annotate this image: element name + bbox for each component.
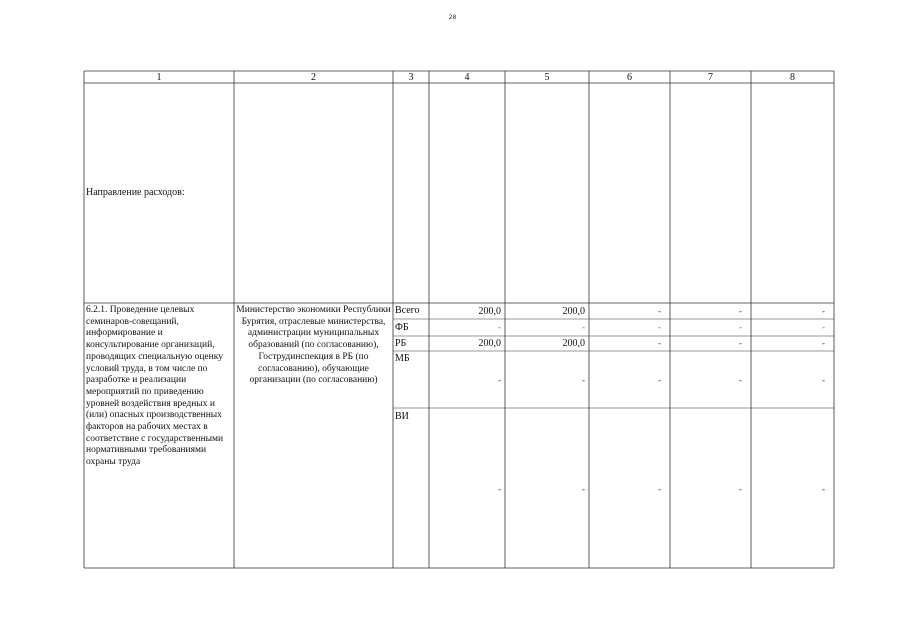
- column-header-1: 1: [156, 72, 162, 83]
- item-description: 6.2.1. Проведение целевых семинаров-совещаний, информирование и консультирование организаций, проводящих специальную оценку условий труда, в том числе по разработке и реализации мероприятий по приведению уровней воздействия вредных и (или) опасных производственных факторов на рабочих местах в соответствие с государственными нормативными требованиями охраны труда: [86, 305, 224, 468]
- mb-col4: -: [498, 375, 501, 385]
- vi-col4: -: [498, 484, 501, 494]
- column-header-8: 8: [790, 72, 795, 83]
- vi-col6: -: [658, 484, 661, 494]
- total-col4: 200,0: [478, 306, 501, 317]
- column-header-5: 5: [544, 72, 550, 83]
- rb-col7: -: [739, 338, 742, 348]
- mb-col5: -: [582, 375, 585, 385]
- source-rb: РБ: [395, 338, 407, 349]
- rb-col8: -: [822, 338, 825, 348]
- rb-col5: 200,0: [562, 338, 585, 349]
- rb-col6: -: [658, 338, 661, 348]
- fb-col4: -: [498, 322, 501, 332]
- fb-col6: -: [658, 322, 661, 332]
- fb-col5: -: [582, 322, 585, 332]
- column-header-4: 4: [464, 72, 470, 83]
- rb-col4: 200,0: [478, 338, 501, 349]
- column-header-2: 2: [311, 72, 316, 83]
- page-number: 28: [448, 14, 457, 21]
- fb-col7: -: [739, 322, 742, 332]
- column-header-7: 7: [708, 72, 713, 83]
- fb-col8: -: [822, 322, 825, 332]
- source-fb: ФБ: [395, 322, 409, 333]
- mb-col6: -: [658, 375, 661, 385]
- section-label: Направление расходов:: [86, 187, 185, 198]
- column-header-6: 6: [627, 72, 632, 83]
- mb-col7: -: [739, 375, 742, 385]
- source-vi: ВИ: [395, 411, 409, 422]
- vi-col8: -: [822, 484, 825, 494]
- column-header-3: 3: [408, 72, 414, 83]
- total-col8: -: [822, 306, 825, 316]
- source-mb: МБ: [395, 353, 410, 364]
- total-col6: -: [658, 306, 661, 316]
- mb-col8: -: [822, 375, 825, 385]
- source-total: Всего: [395, 305, 420, 316]
- item-executors: Министерство экономики Республики Бурятия, отраслевые министерства, администрации муниципальных образований (по согласованию), Гострудинспекция в РБ (по согласованию), обучающие организации (по согласованию): [236, 305, 391, 386]
- vi-col7: -: [739, 484, 742, 494]
- total-col5: 200,0: [562, 306, 585, 317]
- vi-col5: -: [582, 484, 585, 494]
- total-col7: -: [739, 306, 742, 316]
